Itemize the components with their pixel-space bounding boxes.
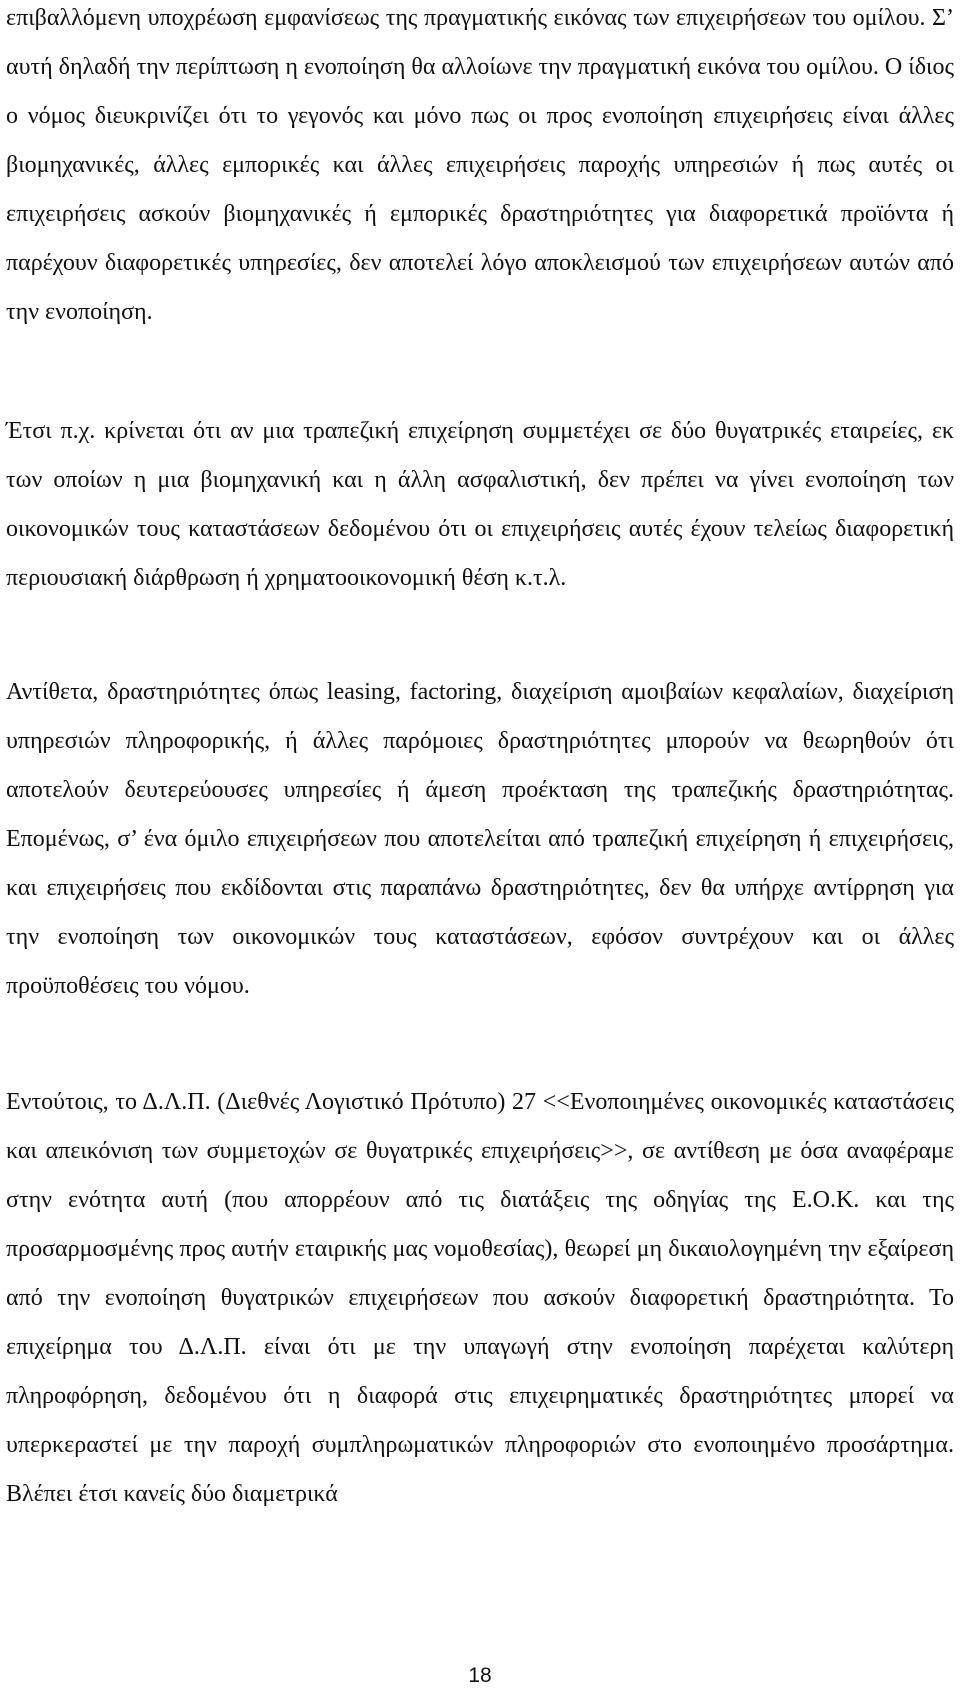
paragraph-1: επιβαλλόμενη υποχρέωση εμφανίσεως της πραγματικής εικόνας των επιχειρήσεων του ομίλου. Σ’ αυτή δηλαδή την περίπτωση η ενοποίηση θα αλλοίωνε την πραγματική εικόνα του ομίλου. Ο ίδιος ο νόμος διευκρινίζει ότι το γεγονός και μόνο πως οι προς ενοποίηση επιχειρήσεις είναι άλλες βιομηχανικές, άλλες εμπορικές και άλλες επιχειρήσεις παροχής υπηρεσιών ή πως αυτές οι επιχειρήσεις ασκούν βιομηχανικές ή εμπορικές δραστηριότητες για διαφορετικά προϊόντα ή παρέχουν διαφορετικές υπηρεσίες, δεν αποτελεί λόγο αποκλεισμού των επιχειρήσεων αυτών από την ενοποίηση. xyxy=(6,5,954,325)
paragraph-3: Αντίθετα, δραστηριότητες όπως leasing, factoring, διαχείριση αμοιβαίων κεφαλαίων, διαχείριση υπηρεσιών πληροφορικής, ή άλλες παρόμοιες δραστηριότητες μπορούν να θεωρηθούν ότι αποτελούν δευτερεύουσες υπηρεσίες ή άμεση προέκταση της τραπεζικής δραστηριότητας. Επομένως, σ’ ένα όμιλο επιχειρήσεων που αποτελείται από τραπεζική επιχείρηση ή επιχειρήσεις, και επιχειρήσεις που εκδίδονται στις παραπάνω δραστηριότητες, δεν θα υπήρχε αντίρρηση για την ενοποίηση των οικονομικών τους καταστάσεων, εφόσον συντρέχουν και οι άλλες προϋποθέσεις του νόμου. xyxy=(6,679,954,999)
paragraph-2: Έτσι π.χ. κρίνεται ότι αν μια τραπεζική επιχείρηση συμμετέχει σε δύο θυγατρικές εταιρείες, εκ των οποίων η μια βιομηχανική και η άλλη ασφαλιστική, δεν πρέπει να γίνει ενοποίηση των οικονομικών τους καταστάσεων δεδομένου ότι οι επιχειρήσεις αυτές έχουν τελείως διαφορετική περιουσιακή διάρθρωση ή χρηματοοικονομική θέση κ.τ.λ. xyxy=(6,418,954,591)
page-number: 18 xyxy=(468,1664,492,1687)
paragraph-4: Εντούτοις, το Δ.Λ.Π. (Διεθνές Λογιστικό Πρότυπο) 27 <<Ενοποιημένες οικονομικές καταστάσεις και απεικόνιση των συμμετοχών σε θυγατρικές επιχειρήσεις>>, σε αντίθεση με όσα αναφέραμε στην ενότητα αυτή (που απορρέουν από τις διατάξεις της οδηγίας της Ε.Ο.Κ. και της προσαρμοσμένης προς αυτήν εταιρικής μας νομοθεσίας), θεωρεί μη δικαιολογημένη την εξαίρεση από την ενοποίηση θυγατρικών επιχειρήσεων που ασκούν διαφορετική δραστηριότητα. Το επιχείρημα του Δ.Λ.Π. είναι ότι με την υπαγωγή στην ενοποίηση παρέχεται καλύτερη πληροφόρηση, δεδομένου ότι η διαφορά στις επιχειρηματικές δραστηριότητες μπορεί να υπερκεραστεί με την παροχή συμπληρωματικών πληροφοριών στο ενοποιημένο προσάρτημα. Βλέπει έτσι κανείς δύο διαμετρικά xyxy=(6,1089,954,1507)
